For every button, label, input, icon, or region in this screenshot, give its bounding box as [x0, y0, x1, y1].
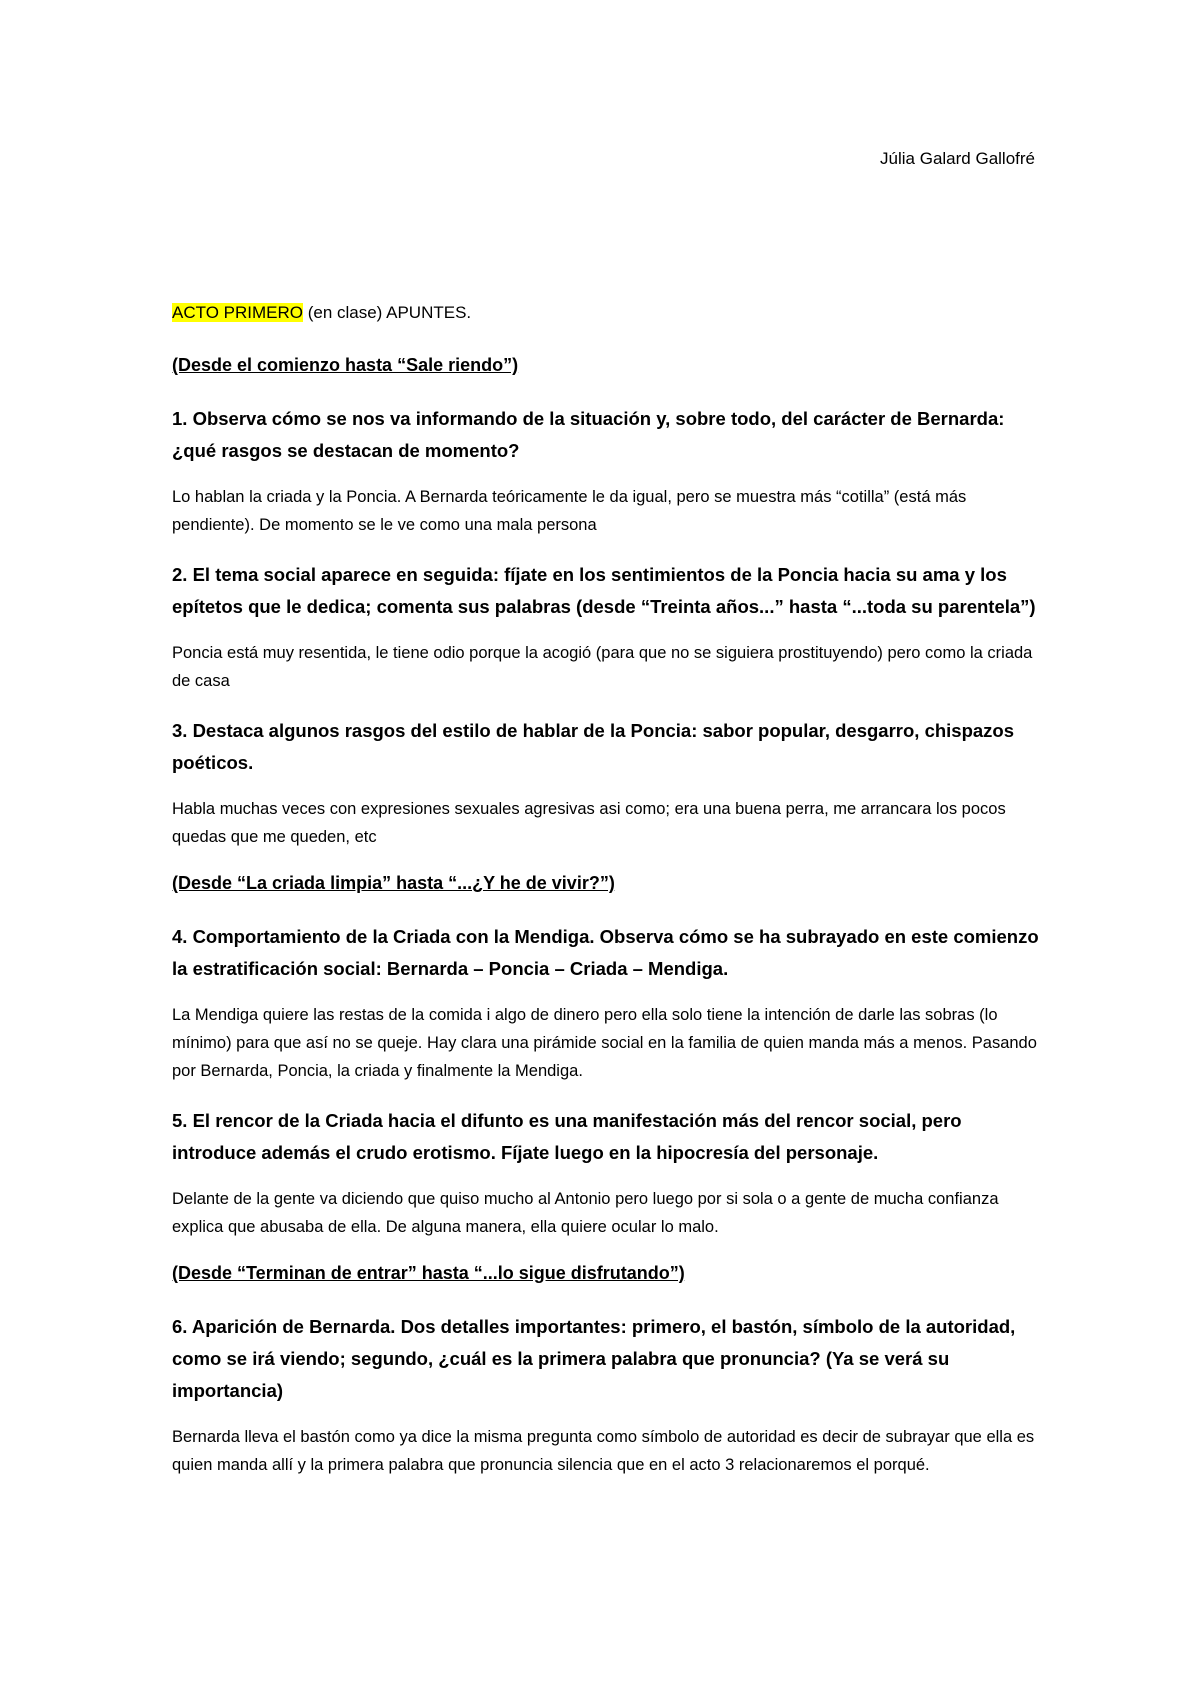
answer-3: Habla muchas veces con expresiones sexuales agresivas asi como; era una buena perra, me arrancara los pocos quedas que me queden, etc — [172, 800, 1006, 846]
question-2: 2. El tema social aparece en seguida: fíjate en los sentimientos de la Poncia hacia su ama y los epítetos que le dedica; comenta sus palabras (desde “Treinta años...” hasta “...toda su parentela”) — [172, 564, 1036, 617]
act-title-highlight: ACTO PRIMERO — [172, 303, 303, 322]
author-name: Júlia Galard Gallofré — [880, 149, 1035, 168]
question-4: 4. Comportamiento de la Criada con la Mendiga. Observa cómo se ha subrayado en este comienzo la estratificación social: Bernarda – Poncia – Criada – Mendiga. — [172, 926, 1039, 979]
question-6: 6. Aparición de Bernarda. Dos detalles importantes: primero, el bastón, símbolo de la autoridad, como se irá viendo; segundo, ¿cuál es la primera palabra que pronuncia? (Ya se verá su importancia) — [172, 1316, 1016, 1401]
question-3: 3. Destaca algunos rasgos del estilo de hablar de la Poncia: sabor popular, desgarro, chispazos poéticos. — [172, 720, 1015, 773]
section-heading: (Desde “La criada limpia” hasta “...¿Y he de vivir?”) — [172, 873, 615, 893]
act-heading — [172, 302, 1042, 324]
question-1: 1. Observa cómo se nos va informando de la situación y, sobre todo, del carácter de Bernarda: ¿qué rasgos se destacan de momento? — [172, 408, 1005, 461]
section-heading: (Desde el comienzo hasta “Sale riendo”) — [172, 355, 519, 375]
section-heading: (Desde “Terminan de entrar” hasta “...lo sigue disfrutando”) — [172, 1263, 685, 1283]
answer-5: Delante de la gente va diciendo que quiso mucho al Antonio pero luego por si sola o a gente de mucha confianza explica que abusaba de ella. De alguna manera, ella quiere ocular lo malo. — [172, 1190, 999, 1236]
act-subtitle: (en clase) APUNTES. — [302, 303, 472, 322]
answer-6: Bernarda lleva el bastón como ya dice la misma pregunta como símbolo de autoridad es decir de subrayar que ella es quien manda allí y la primera palabra que pronuncia silencia que en el acto 3 relacionaremos el porqué. — [172, 1428, 1035, 1474]
question-5: 5. El rencor de la Criada hacia el difunto es una manifestación más del rencor social, pero introduce además el crudo erotismo. Fíjate luego en la hipocresía del personaje. — [172, 1110, 962, 1163]
answer-2: Poncia está muy resentida, le tiene odio porque la acogió (para que no se siguiera prostituyendo) pero como la criada de casa — [172, 644, 1033, 690]
answer-1: Lo hablan la criada y la Poncia. A Bernarda teóricamente le da igual, pero se muestra más “cotilla” (está más pendiente). De momento se le ve como una mala persona — [172, 488, 967, 534]
answer-4: La Mendiga quiere las restas de la comida i algo de dinero pero ella solo tiene la intención de darle las sobras (lo mínimo) para que así no se queje. Hay clara una pirámide social en la familia de quien manda más a menos. Pasando por Bernarda, Poncia, la criada y finalmente la Mendiga. — [172, 1006, 1037, 1080]
document-body — [172, 302, 1042, 1499]
